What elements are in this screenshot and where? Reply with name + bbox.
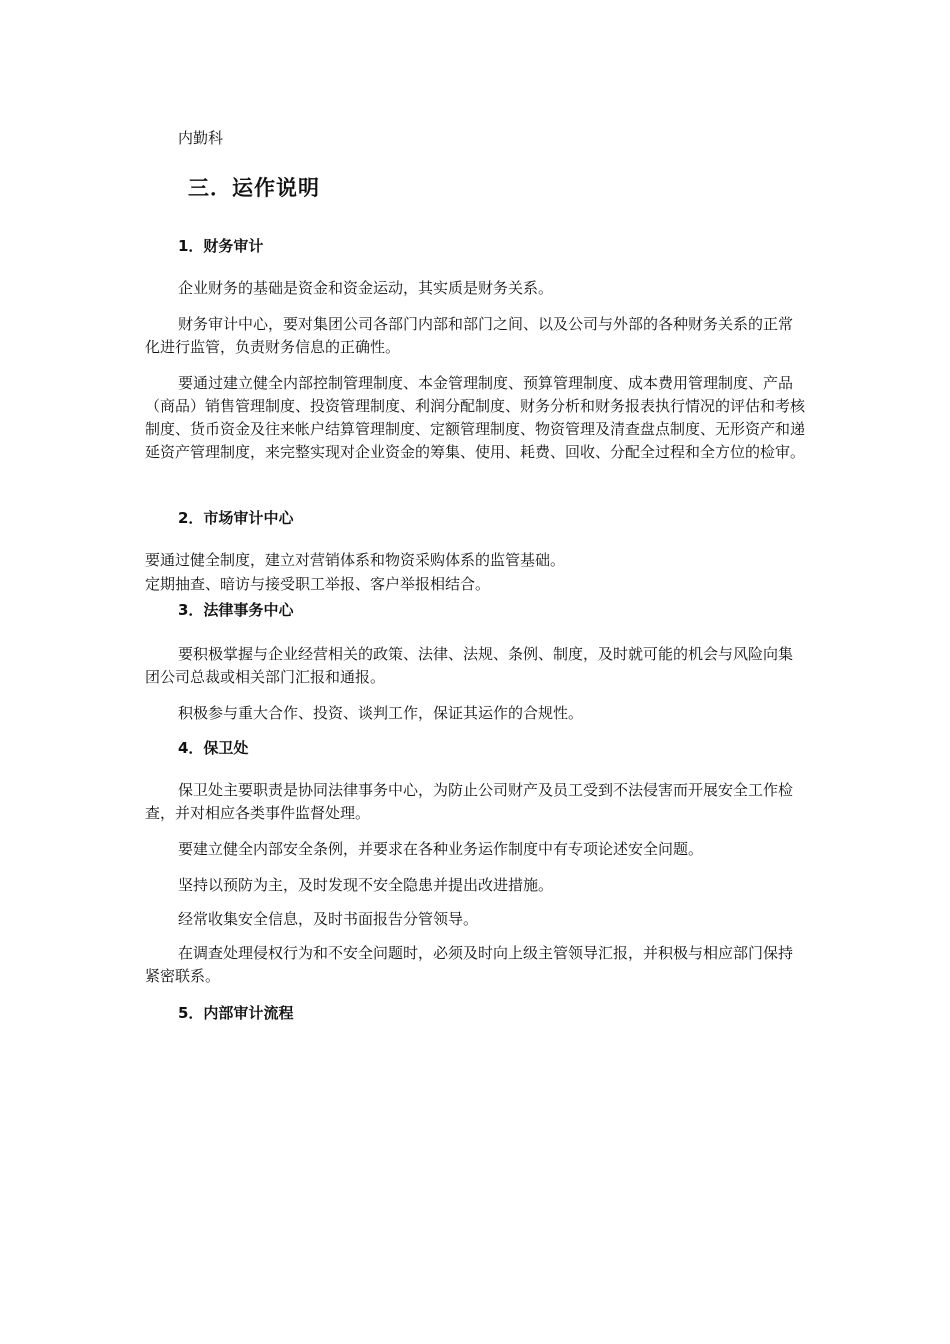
paragraph: 要通过健全制度，建立对营销体系和物资采购体系的监管基础。 [145, 551, 566, 569]
section-1-heading: 1．财务审计 [178, 237, 264, 255]
section-4-heading: 4．保卫处 [178, 739, 249, 757]
department-label: 内勤科 [178, 129, 224, 147]
paragraph: 坚持以预防为主，及时发现不安全隐患并提出改进措施。 [178, 876, 554, 894]
paragraph: 要通过建立健全内部控制管理制度、本金管理制度、预算管理制度、成本费用管理制度、产品（商品）销售管理制度、投资管理制度、利润分配制度、财务分析和财务报表执行情况的评估和考核制度、货币资金及往来帐户结算管理制度、定额管理制度、物资管理及清查盘点制度、无形资产和递延资产管理制度，来完整实现对企业资金的筹集、使用、耗费、回收、分配全过程和全方位的检审。 [145, 374, 806, 461]
section-title: 三．运作说明 [188, 176, 320, 200]
paragraph: 企业财务的基础是资金和资金运动，其实质是财务关系。 [178, 279, 554, 297]
paragraph: 定期抽查、暗访与接受职工举报、客户举报相结合。 [145, 575, 491, 593]
section-5-heading: 5．内部审计流程 [178, 1004, 294, 1022]
paragraph: 保卫处主要职责是协同法律事务中心，为防止公司财产及员工受到不法侵害而开展安全工作检查，并对相应各类事件监督处理。 [145, 781, 794, 822]
paragraph: 要积极掌握与企业经营相关的政策、法律、法规、条例、制度，及时就可能的机会与风险向集团公司总裁或相关部门汇报和通报。 [145, 645, 794, 686]
paragraph: 在调查处理侵权行为和不安全问题时，必须及时向上级主管领导汇报，并积极与相应部门保持紧密联系。 [145, 944, 794, 985]
section-3-heading: 3．法律事务中心 [178, 601, 294, 619]
paragraph: 要建立健全内部安全条例，并要求在各种业务运作制度中有专项论述安全问题。 [178, 840, 704, 858]
section-2-heading: 2．市场审计中心 [178, 509, 294, 527]
paragraph: 财务审计中心，要对集团公司各部门内部和部门之间、以及公司与外部的各种财务关系的正常化进行监管，负责财务信息的正确性。 [145, 315, 794, 356]
paragraph: 积极参与重大合作、投资、谈判工作，保证其运作的合规性。 [178, 704, 584, 722]
paragraph: 经常收集安全信息，及时书面报告分管领导。 [178, 910, 479, 928]
